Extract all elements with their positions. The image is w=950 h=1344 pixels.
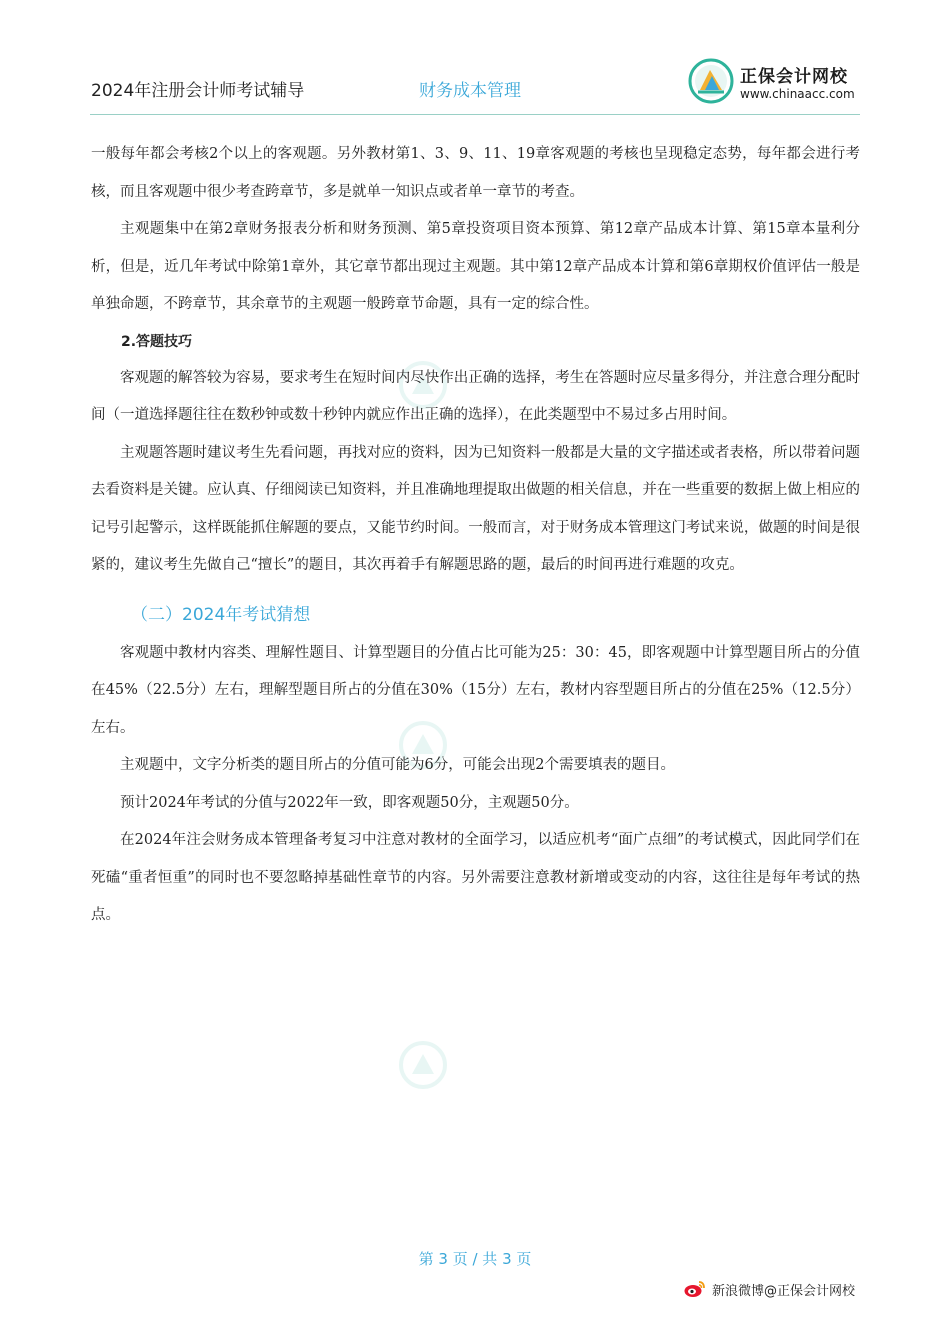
- paragraph: 预计2024年考试的分值与2022年一致，即客观题50分，主观题50分。: [120, 794, 579, 811]
- brand-logo: [688, 58, 868, 106]
- logo-url: www.chinaacc.com: [740, 87, 855, 101]
- section-heading-2024-guess: （二）2024年考试猜想: [131, 604, 311, 625]
- page-indicator: 第 3 页 / 共 3 页: [418, 1250, 532, 1268]
- weibo-link[interactable]: [684, 1278, 855, 1300]
- exam-title: 2024年注册会计师考试辅导: [91, 81, 305, 101]
- header-divider: [90, 114, 860, 115]
- weibo-icon: [684, 1280, 706, 1298]
- document-body: [91, 136, 860, 935]
- logo-icon: [688, 58, 734, 104]
- logo-name: 正保会计网校: [740, 67, 848, 87]
- paragraph: 在2024年注会财务成本管理备考复习中注意对教材的全面学习，以适应机考“面广点细”的考试模式，因此同学们在死磕“重者恒重”的同时也不要忽略掉基础性章节的内容。另外需要注意教材新增或变动的内容，这往往是每年考试的热点。: [91, 832, 860, 923]
- subheading-answer-tips: 2.答题技巧: [121, 333, 193, 350]
- subject-title: 财务成本管理: [419, 81, 521, 101]
- weibo-text: 新浪微博@正保会计网校: [712, 1283, 856, 1299]
- paragraph: 主观题答题时建议考生先看问题，再找对应的资料，因为已知资料一般都是大量的文字描述或者表格，所以带着问题去看资料是关键。应认真、仔细阅读已知资料，并且准确地理提取出做题的相关信息，并在一些重要的数据上做上相应的记号引起警示，这样既能抓住解题的要点，又能节约时间。一般而言，对于财务成本管理这门考试来说，做题的时间是很紧的，建议考生先做自己“擅长”的题目，其次再着手有解题思路的题，最后的时间再进行难题的攻克。: [91, 444, 860, 573]
- paragraph: 一般每年都会考核2个以上的客观题。另外教材第1、3、9、11、19章客观题的考核也呈现稳定态势，每年都会进行考核，而且客观题中很少考查跨章节，多是就单一知识点或者单一章节的考查。: [91, 146, 860, 200]
- paragraph: 主观题集中在第2章财务报表分析和财务预测、第5章投资项目资本预算、第12章产品成本计算、第15章本量利分析，但是，近几年考试中除第1章外，其它章节都出现过主观题。其中第12章产品成本计算和第6章期权价值评估一般是单独命题，不跨章节，其余章节的主观题一般跨章节命题，具有一定的综合性。: [91, 221, 860, 312]
- paragraph: 客观题中教材内容类、理解性题目、计算型题目的分值占比可能为25：30：45，即客观题中计算型题目所占的分值在45%（22.5分）左右，理解型题目所占的分值在30%（15分）左右，教材内容型题目所占的分值在25%（12.5分）左右。: [91, 644, 860, 736]
- paragraph: 主观题中，文字分析类的题目所占的分值可能为6分，可能会出现2个需要填表的题目。: [120, 757, 675, 773]
- watermark-logo-3: [398, 1040, 448, 1090]
- paragraph: 客观题的解答较为容易，要求考生在短时间内尽快作出正确的选择，考生在答题时应尽量多得分，并注意合理分配时间（一道选择题往往在数秒钟或数十秒钟内就应作出正确的选择），在此类题型中不易过多占用时间。: [91, 369, 860, 423]
